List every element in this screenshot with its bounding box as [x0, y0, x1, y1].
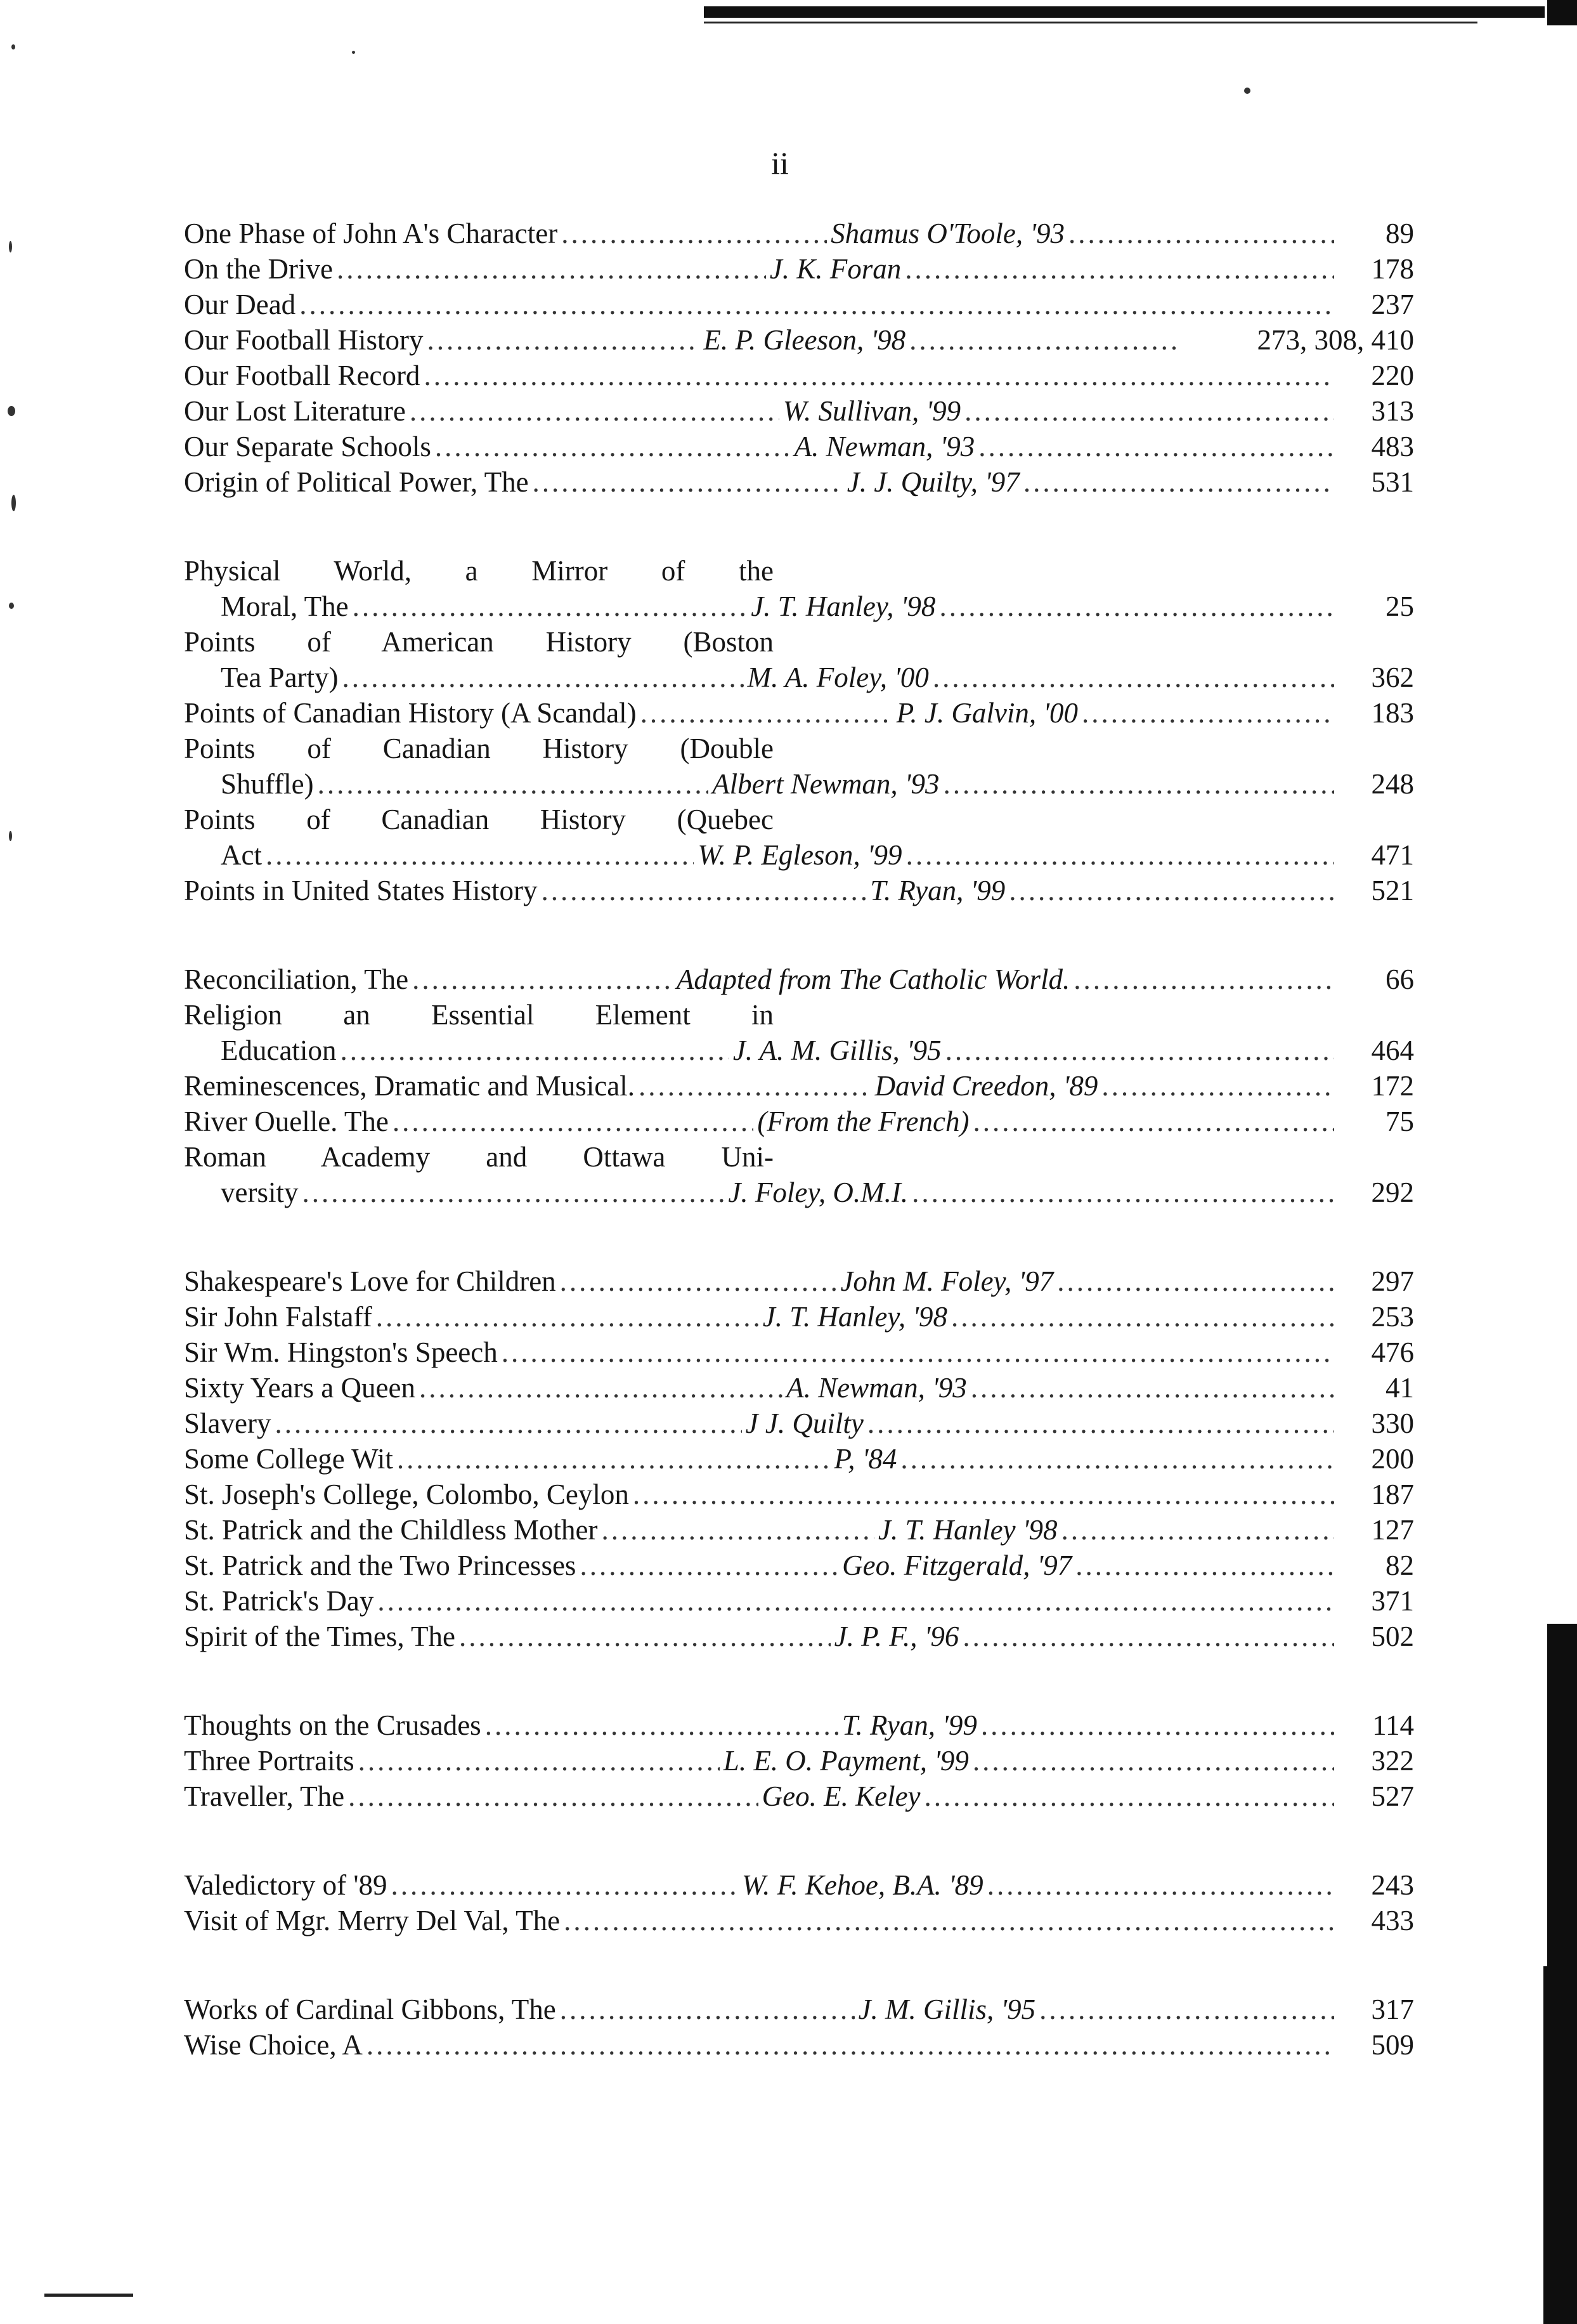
entry-page: 237 [1371, 289, 1414, 320]
dot-leader [410, 393, 779, 429]
dot-leader [424, 358, 1334, 393]
entry-author: P, '84 [834, 1443, 897, 1475]
top-rule-thin [704, 22, 1477, 23]
entry-line [184, 1068, 1414, 1104]
entry-title: On the Drive [184, 253, 333, 285]
dot-leader [933, 660, 1334, 695]
index-entry [184, 731, 1414, 802]
entry-line [184, 1707, 1414, 1743]
dot-leader [358, 1743, 720, 1779]
entry-page: 521 [1371, 875, 1414, 906]
entry-author: W. Sullivan, '99 [782, 395, 961, 427]
entry-title: Our Football Record [184, 360, 420, 391]
entry-author: J. M. Gillis, '95 [858, 1994, 1036, 2025]
index-group [184, 1992, 1414, 2063]
index-entry [184, 1707, 1414, 1743]
entry-title: Our Dead [184, 289, 296, 320]
entry-line [184, 766, 1414, 802]
entry-title: Valedictory of '89 [184, 1869, 387, 1901]
entry-author: M. A. Foley, '00 [747, 662, 929, 693]
entry-line [184, 358, 1414, 393]
index-entry [184, 873, 1414, 908]
dot-leader [973, 1743, 1334, 1779]
dot-leader [393, 1104, 754, 1139]
dot-leader [909, 322, 1182, 358]
entry-author: A. Newman, '93 [786, 1372, 967, 1404]
entry-author: John M. Foley, '97 [840, 1265, 1054, 1297]
dot-leader [639, 1068, 871, 1104]
entry-page: 187 [1371, 1479, 1414, 1510]
entry-title: Sir Wm. Hingston's Speech [184, 1336, 498, 1368]
dot-leader [560, 1992, 855, 2027]
dot-leader [275, 1406, 741, 1441]
index-entry [184, 1743, 1414, 1779]
dot-leader [367, 2027, 1334, 2063]
entry-line [184, 464, 1414, 500]
entry-author: (From the French) [757, 1106, 970, 1137]
dot-leader [925, 1779, 1334, 1814]
entry-page: 531 [1371, 466, 1414, 498]
dot-leader [964, 393, 1334, 429]
dot-leader [391, 1867, 738, 1903]
entry-line [184, 1139, 1414, 1175]
entry-author: J. Foley, O.M.I. [728, 1177, 909, 1208]
entry-line [184, 802, 1414, 837]
dot-leader [318, 766, 708, 802]
index-entry [184, 1370, 1414, 1406]
entry-line [184, 1743, 1414, 1779]
entry-title: St. Patrick and the Two Princesses [184, 1550, 576, 1581]
entry-author: Albert Newman, '93 [712, 768, 940, 800]
entry-line [184, 429, 1414, 464]
entry-page: 82 [1385, 1550, 1414, 1581]
entry-line [184, 962, 1414, 997]
dot-leader [412, 962, 673, 997]
entry-author: J. K. Foran [769, 253, 902, 285]
dot-leader [906, 837, 1334, 873]
entry-page: 172 [1371, 1070, 1414, 1102]
dot-leader [1057, 1263, 1334, 1299]
dot-leader [981, 1707, 1334, 1743]
dot-leader [867, 1406, 1334, 1441]
dot-leader [564, 1903, 1334, 1938]
entry-title: Our Separate Schools [184, 431, 431, 462]
index-entry [184, 624, 1414, 695]
entry-line [184, 873, 1414, 908]
dot-leader [580, 1548, 838, 1583]
entry-title: St. Patrick and the Childless Mother [184, 1514, 598, 1546]
index-entry [184, 464, 1414, 500]
entry-author: J. T. Hanley, '98 [762, 1301, 947, 1333]
entry-author: David Creedon, '89 [874, 1070, 1098, 1102]
dot-leader [560, 1263, 837, 1299]
entry-title: Sir John Falstaff [184, 1301, 372, 1333]
entry-line [184, 216, 1414, 251]
entry-page: 313 [1371, 395, 1414, 427]
entry-author: T. Ryan, '99 [870, 875, 1006, 906]
index-list [184, 216, 1414, 2116]
dot-leader [533, 464, 843, 500]
dot-leader [963, 1619, 1334, 1654]
entry-page: 476 [1371, 1336, 1414, 1368]
index-entry [184, 1992, 1414, 2027]
bottom-mark [44, 2294, 133, 2297]
entry-author: J. A. M. Gillis, '95 [732, 1035, 942, 1066]
entry-title: One Phase of John A's Character [184, 218, 558, 249]
index-entry [184, 1263, 1414, 1299]
entry-title: Shakespeare's Love for Children [184, 1265, 556, 1297]
index-entry [184, 1406, 1414, 1441]
entry-title: Shuffle) [221, 768, 314, 800]
index-entry [184, 1619, 1414, 1654]
index-entry [184, 1779, 1414, 1814]
dot-leader [1068, 216, 1334, 251]
index-entry [184, 287, 1414, 322]
entry-title: Roman Academy and Ottawa Uni- [184, 1141, 774, 1173]
dot-leader [337, 251, 766, 287]
entry-page: 322 [1371, 1745, 1414, 1777]
index-entry [184, 429, 1414, 464]
index-entry [184, 962, 1414, 997]
dot-leader [342, 660, 744, 695]
entry-title: Spirit of the Times, The [184, 1621, 455, 1652]
entry-author: J J. Quilty [745, 1407, 864, 1439]
entry-line [184, 1263, 1414, 1299]
entry-title: Religion an Essential Element in [184, 999, 774, 1031]
entry-line [184, 1867, 1414, 1903]
entry-page: 273, 308, 410 [1257, 324, 1414, 356]
entry-page: 25 [1386, 591, 1414, 622]
entry-title: Points of Canadian History (Quebec [184, 804, 774, 835]
entry-page: 253 [1371, 1301, 1414, 1333]
entry-line [184, 251, 1414, 287]
dot-leader [987, 1867, 1334, 1903]
entry-line [184, 1903, 1414, 1938]
page-number: ii [771, 145, 789, 181]
index-entry [184, 1548, 1414, 1583]
entry-line [184, 695, 1414, 731]
entry-line [184, 1104, 1414, 1139]
entry-page: 75 [1385, 1106, 1414, 1137]
dot-leader [1061, 1512, 1334, 1548]
entry-page: 183 [1371, 697, 1414, 729]
entry-line [184, 1548, 1414, 1583]
entry-page: 220 [1371, 360, 1414, 391]
entry-title: Our Lost Literature [184, 395, 406, 427]
dot-leader [459, 1619, 831, 1654]
dot-leader [397, 1441, 831, 1477]
dot-leader [1009, 873, 1334, 908]
entry-line [184, 1370, 1414, 1406]
entry-author: A. Newman, '93 [794, 431, 975, 462]
entry-line [184, 2027, 1414, 2063]
index-group [184, 216, 1414, 500]
entry-author: L. E. O. Payment, '99 [723, 1745, 969, 1777]
dot-leader [939, 589, 1334, 624]
entry-author: J. J. Quilty, '97 [847, 466, 1020, 498]
index-entry [184, 1903, 1414, 1938]
index-entry [184, 251, 1414, 287]
entry-title: Three Portraits [184, 1745, 354, 1777]
entry-page: 483 [1371, 431, 1414, 462]
index-entry [184, 997, 1414, 1068]
entry-line [184, 1441, 1414, 1477]
index-group [184, 1707, 1414, 1814]
entry-page: 89 [1385, 218, 1414, 249]
page-edge-shadow [1547, 0, 1577, 2324]
entry-title: Reconciliation, The [184, 963, 409, 995]
entry-title: Wise Choice, A [184, 2029, 363, 2061]
entry-line [184, 660, 1414, 695]
entry-page: 371 [1371, 1585, 1414, 1617]
entry-line [184, 1992, 1414, 2027]
dot-leader [1101, 1068, 1334, 1104]
index-group [184, 1867, 1414, 1938]
index-entry [184, 1139, 1414, 1210]
entry-line [184, 553, 1414, 589]
entry-author: Geo. E. Keley [762, 1780, 921, 1812]
entry-title: Our Football History [184, 324, 424, 356]
index-entry [184, 358, 1414, 393]
entry-author: T. Ryan, '99 [841, 1709, 977, 1741]
entry-page: 471 [1371, 839, 1414, 871]
entry-line [184, 1175, 1414, 1210]
entry-line [184, 1406, 1414, 1441]
entry-line [184, 1335, 1414, 1370]
entry-line [184, 1033, 1414, 1068]
dot-leader [299, 287, 1334, 322]
dot-leader [266, 837, 694, 873]
index-entry [184, 802, 1414, 873]
entry-title: Origin of Political Power, The [184, 466, 529, 498]
index-entry [184, 553, 1414, 624]
entry-page: 433 [1371, 1905, 1414, 1936]
entry-line [184, 997, 1414, 1033]
dot-leader [905, 251, 1334, 287]
entry-author: Geo. Fitzgerald, '97 [842, 1550, 1072, 1581]
index-group [184, 553, 1414, 908]
entry-author: Shamus O'Toole, '93 [831, 218, 1065, 249]
entry-page: 243 [1371, 1869, 1414, 1901]
entry-title: Tea Party) [221, 662, 339, 693]
dot-leader [951, 1299, 1334, 1335]
entry-title: Sixty Years a Queen [184, 1372, 415, 1404]
dot-leader [973, 1104, 1334, 1139]
top-rule [704, 6, 1545, 18]
entry-line [184, 393, 1414, 429]
entry-author: J. P. F., '96 [834, 1621, 959, 1652]
entry-page: 248 [1371, 768, 1414, 800]
index-entry [184, 1512, 1414, 1548]
dot-leader [944, 766, 1334, 802]
dot-leader [542, 873, 867, 908]
entry-page: 41 [1386, 1372, 1414, 1404]
dot-leader [348, 1779, 758, 1814]
dot-leader [427, 322, 700, 358]
entry-line [184, 837, 1414, 873]
dot-leader [601, 1512, 874, 1548]
entry-title: Traveller, The [184, 1780, 345, 1812]
dot-leader [353, 589, 748, 624]
dot-leader [561, 216, 827, 251]
entry-line [184, 322, 1414, 358]
entry-page: 200 [1371, 1443, 1414, 1475]
index-group [184, 1263, 1414, 1654]
entry-page: 292 [1371, 1177, 1414, 1208]
entry-title: River Ouelle. The [184, 1106, 389, 1137]
dot-leader [945, 1033, 1334, 1068]
entry-title: Visit of Mgr. Merry Del Val, The [184, 1905, 561, 1936]
entry-page: 127 [1371, 1514, 1414, 1546]
entry-line [184, 731, 1414, 766]
entry-page: 464 [1371, 1035, 1414, 1066]
entry-title: Works of Cardinal Gibbons, The [184, 1994, 556, 2025]
entry-page: 317 [1371, 1994, 1414, 2025]
index-entry [184, 216, 1414, 251]
dot-leader [640, 695, 893, 731]
entry-title: Points of Canadian History (Double [184, 733, 774, 764]
entry-line [184, 1512, 1414, 1548]
index-entry [184, 1867, 1414, 1903]
index-entry [184, 695, 1414, 731]
entry-page: 362 [1371, 662, 1414, 693]
entry-page: 66 [1386, 963, 1414, 995]
entry-title: Some College Wit [184, 1443, 393, 1475]
dot-leader [1075, 1548, 1334, 1583]
entry-line [184, 624, 1414, 660]
entry-line [184, 1299, 1414, 1335]
index-entry [184, 322, 1414, 358]
entry-author: P. J. Galvin, '00 [896, 697, 1078, 729]
dot-leader [900, 1441, 1334, 1477]
entry-author: W. P. Egleson, '99 [698, 839, 902, 871]
entry-title: Reminescences, Dramatic and Musical. [184, 1070, 635, 1102]
entry-title: Points of Canadian History (A Scandal) [184, 697, 637, 729]
entry-line [184, 287, 1414, 322]
index-entry [184, 1477, 1414, 1512]
index-entry [184, 393, 1414, 429]
entry-page: 297 [1371, 1265, 1414, 1297]
index-entry [184, 1441, 1414, 1477]
entry-title: Act [221, 839, 262, 871]
dot-leader [1082, 695, 1334, 731]
entry-title: Education [221, 1035, 337, 1066]
entry-page: 509 [1371, 2029, 1414, 2061]
dot-leader [419, 1370, 782, 1406]
entry-title: St. Patrick's Day [184, 1585, 374, 1617]
dot-leader [1074, 962, 1334, 997]
dot-leader [377, 1583, 1334, 1619]
index-entry [184, 1299, 1414, 1335]
dot-leader [485, 1707, 838, 1743]
entry-line [184, 1779, 1414, 1814]
entry-page: 502 [1371, 1621, 1414, 1652]
entry-title: Points in United States History [184, 875, 538, 906]
dot-leader [633, 1477, 1334, 1512]
entry-title: Points of American History (Boston [184, 626, 774, 658]
dot-leader [912, 1175, 1334, 1210]
index-group [184, 962, 1414, 1210]
index-entry [184, 1583, 1414, 1619]
index-entry [184, 1335, 1414, 1370]
dot-leader [502, 1335, 1334, 1370]
dot-leader [435, 429, 791, 464]
entry-author: E. P. Gleeson, '98 [703, 324, 906, 356]
entry-page: 527 [1371, 1780, 1414, 1812]
dot-leader [1039, 1992, 1334, 2027]
entry-line [184, 1477, 1414, 1512]
entry-author: Adapted from The Catholic World. [676, 963, 1070, 995]
entry-title: Physical World, a Mirror of the [184, 555, 774, 587]
entry-title: Moral, The [221, 591, 349, 622]
entry-author: J. T. Hanley '98 [878, 1514, 1058, 1546]
entry-page: 178 [1371, 253, 1414, 285]
entry-author: J. T. Hanley, '98 [751, 591, 936, 622]
dot-leader [376, 1299, 759, 1335]
dot-leader [1023, 464, 1334, 500]
dot-leader [340, 1033, 729, 1068]
index-entry [184, 1104, 1414, 1139]
index-entry [184, 1068, 1414, 1104]
entry-title: Thoughts on the Crusades [184, 1709, 481, 1741]
entry-title: St. Joseph's College, Colombo, Ceylon [184, 1479, 629, 1510]
dot-leader [302, 1175, 724, 1210]
index-entry [184, 2027, 1414, 2063]
entry-line [184, 589, 1414, 624]
entry-title: Slavery [184, 1407, 271, 1439]
entry-page: 330 [1371, 1407, 1414, 1439]
entry-author: W. F. Kehoe, B.A. '89 [741, 1869, 983, 1901]
entry-page: 114 [1372, 1709, 1414, 1741]
entry-title: versity [221, 1177, 299, 1208]
dot-leader [971, 1370, 1334, 1406]
entry-line [184, 1619, 1414, 1654]
entry-line [184, 1583, 1414, 1619]
dot-leader [978, 429, 1334, 464]
